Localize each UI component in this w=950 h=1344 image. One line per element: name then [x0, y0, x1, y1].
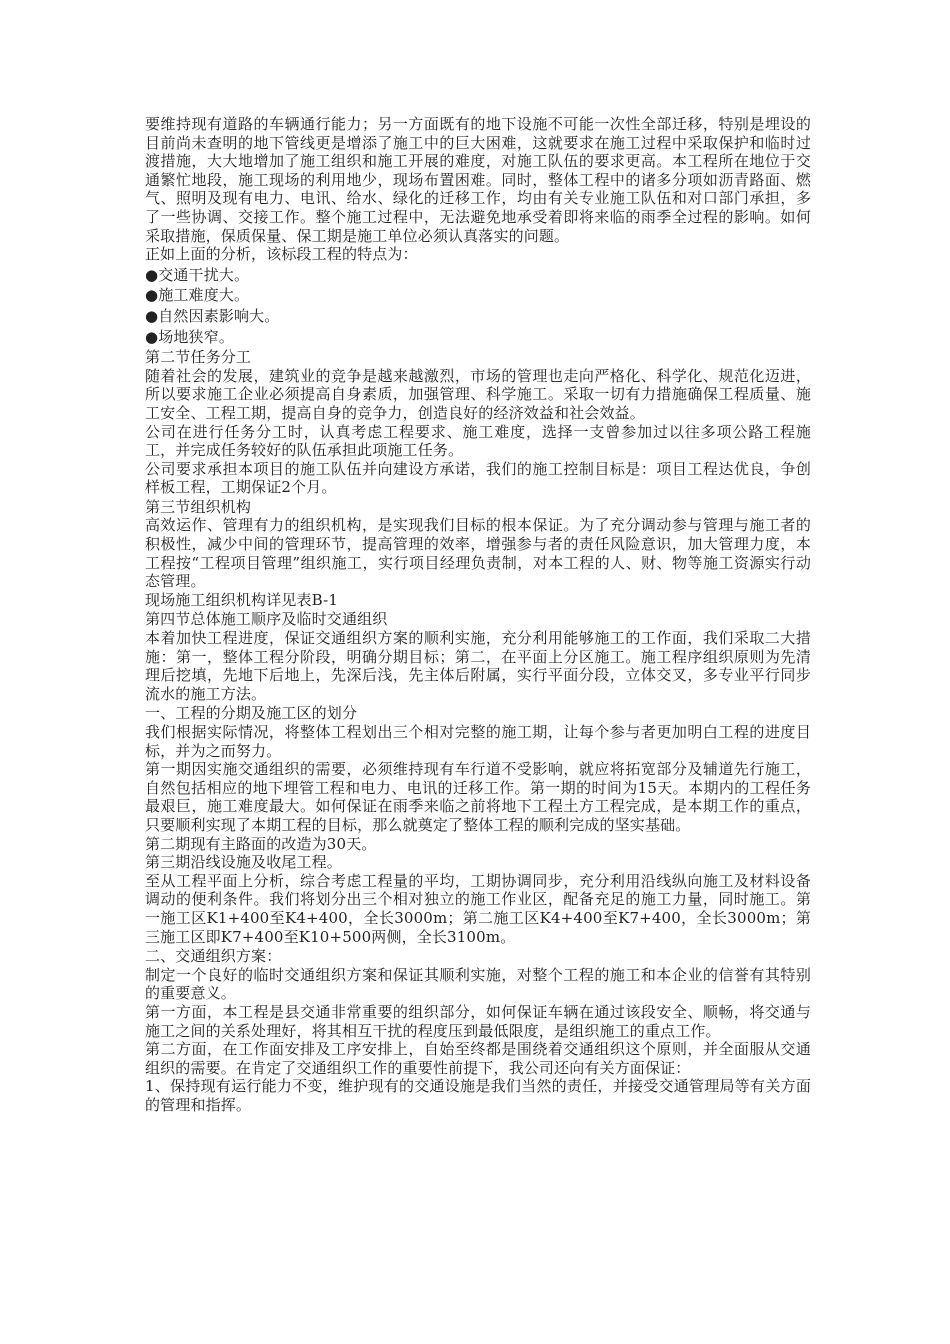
subheading-traffic-plan: 二、交通组织方案： [145, 947, 282, 966]
section-heading-3: 第三节组织机构 [145, 497, 252, 516]
paragraph-measures: 本着加快工程进度，保证交通组织方案的顺利实施，充分利用能够施工的工作面，我们采取二大措施：第一，整体工程分阶段，明确分期目标；第二，在平面上分区施工。施工程序组织原则为先清理后挖填，先地下后地上，先深后浅，先主体后附属，实行平面分段，立体交叉，多专业平行同步流水的施工方法。 [145, 629, 811, 703]
document-body [145, 115, 811, 1114]
paragraph-phase-3: 第三期沿线设施及收尾工程。 [145, 853, 342, 872]
paragraph-competition: 随着社会的发展，建筑业的竞争是越来越激烈，市场的管理也走向严格化、科学化、规范化迈进，所以要求施工企业必须提高自身素质，加强管理、科学施工。采取一切有力措施确保工程质量、施工安全、工程工期，提高自身的竞争力，创造良好的经济效益和社会效益。 [145, 366, 811, 422]
paragraph-aspect-1: 第一方面，本工程是县交通非常重要的组织部分，如何保证车辆在通过该段安全、顺畅，将交通与施工之间的关系处理好，将其相互干扰的程度压到最低限度，是组织施工的重点工作。 [145, 1002, 811, 1040]
paragraph-zones: 至从工程平面上分析，综合考虑工程量的平均，工期协调同步，充分利用沿线纵向施工及材料设备调动的便利条件。我们将划分出三个相对独立的施工作业区，配备充足的施工力量，同时施工。第一施工区K1+400至K4+400，全长3000m；第二施工区K4+400至K7+400，全长3000m；第三施工区即K7+400至K10+500两侧，全长3100m。 [145, 871, 811, 946]
paragraph-table-ref: 现场施工组织机构详见表B-1 [145, 590, 339, 609]
bullet-difficulty: ●施工难度大。 [145, 286, 250, 305]
bullet-nature: ●自然因素影响大。 [145, 306, 280, 325]
paragraph-phase-1: 第一期因实施交通组织的需要，必须维持现有车行道不受影响，就应将拓宽部分及辅道先行施工，自然包括相应的地下埋管工程和电力、电讯的迁移工作。第一期的时间为15天。本期内的工程任务最艰巨，施工难度最大。如何保证在雨季来临之前将地下工程土方工程完成，是本期工作的重点，只要顺利实现了本期工程的目标，那么就奠定了整体工程的顺利完成的坚实基础。 [145, 760, 811, 834]
paragraph-phases-intro: 我们根据实际情况，将整体工程划出三个相对完整的施工期，让每个参与者更加明白工程的进度目标，并为之而努力。 [145, 723, 811, 760]
paragraph-traffic-importance: 制定一个良好的临时交通组织方案和保证其顺利实施，对整个工程的施工和本企业的信誉有其特别的重要意义。 [145, 965, 811, 1003]
bullet-traffic: ●交通干扰大。 [145, 265, 250, 284]
paragraph-guarantee-1: 1、保持现有运行能力不变，维护现有的交通设施是我们当然的责任，并接受交通管理局等有关方面的管理和指挥。 [145, 1077, 811, 1114]
bullet-site: ●场地狭窄。 [145, 327, 234, 346]
subheading-phases: 一、工程的分期及施工区的划分 [145, 704, 358, 723]
paragraph-aspect-2: 第二方面，在工作面安排及工序安排上，自始至终都是围绕着交通组织这个原则，并全面服从交通组织的需要。在肯定了交通组织工作的重要性前提下，我公司还向有关方面保证： [145, 1040, 811, 1077]
paragraph-features-lead: 正如上面的分析，该标段工程的特点为： [145, 245, 418, 264]
paragraph-task-division: 公司在进行任务分工时，认真考虑工程要求、施工难度，选择一支曾参加过以往多项公路工程施工，并完成任务较好的队伍承担此项施工任务。 [145, 422, 811, 460]
paragraph-goal: 公司要求承担本项目的施工队伍并向建设方承诺，我们的施工控制目标是：项目工程达优良，争创样板工程，工期保证2个月。 [145, 459, 811, 497]
paragraph-phase-2: 第二期现有主路面的改造为30天。 [145, 834, 377, 853]
paragraph-intro: 要维持现有道路的车辆通行能力；另一方面既有的地下设施不可能一次性全部迁移，特别是埋设的目前尚未查明的地下管线更是增添了施工中的巨大困难，这就要求在施工过程中采取保护和临时过渡措施，大大地增加了施工组织和施工开展的难度，对施工队伍的要求更高。本工程所在地位于交通繁忙地段，施工现场的利用地少，现场布置困难。同时，整体工程中的诸多分项如沥青路面、燃气、照明及现有电力、电讯、给水、绿化的迁移工作，均由有关专业施工队伍和对口部门承担，多了一些协调、交接工作。整个施工过程中，无法避免地承受着即将来临的雨季全过程的影响。如何采取措施，保质保量、保工期是施工单位必须认真落实的问题。 [145, 115, 811, 245]
paragraph-organization: 高效运作、管理有力的组织机构，是实现我们目标的根本保证。为了充分调动参与管理与施工者的积极性，减少中间的管理环节，提高管理的效率，增强参与者的责任风险意识，加大管理力度，本工程按“工程项目管理”组织施工，实行项目经理负责制，对本工程的人、财、物等施工资源实行动态管理。 [145, 516, 811, 591]
section-heading-2: 第二节任务分工 [145, 348, 252, 367]
section-heading-4: 第四节总体施工顺序及临时交通组织 [145, 610, 388, 629]
